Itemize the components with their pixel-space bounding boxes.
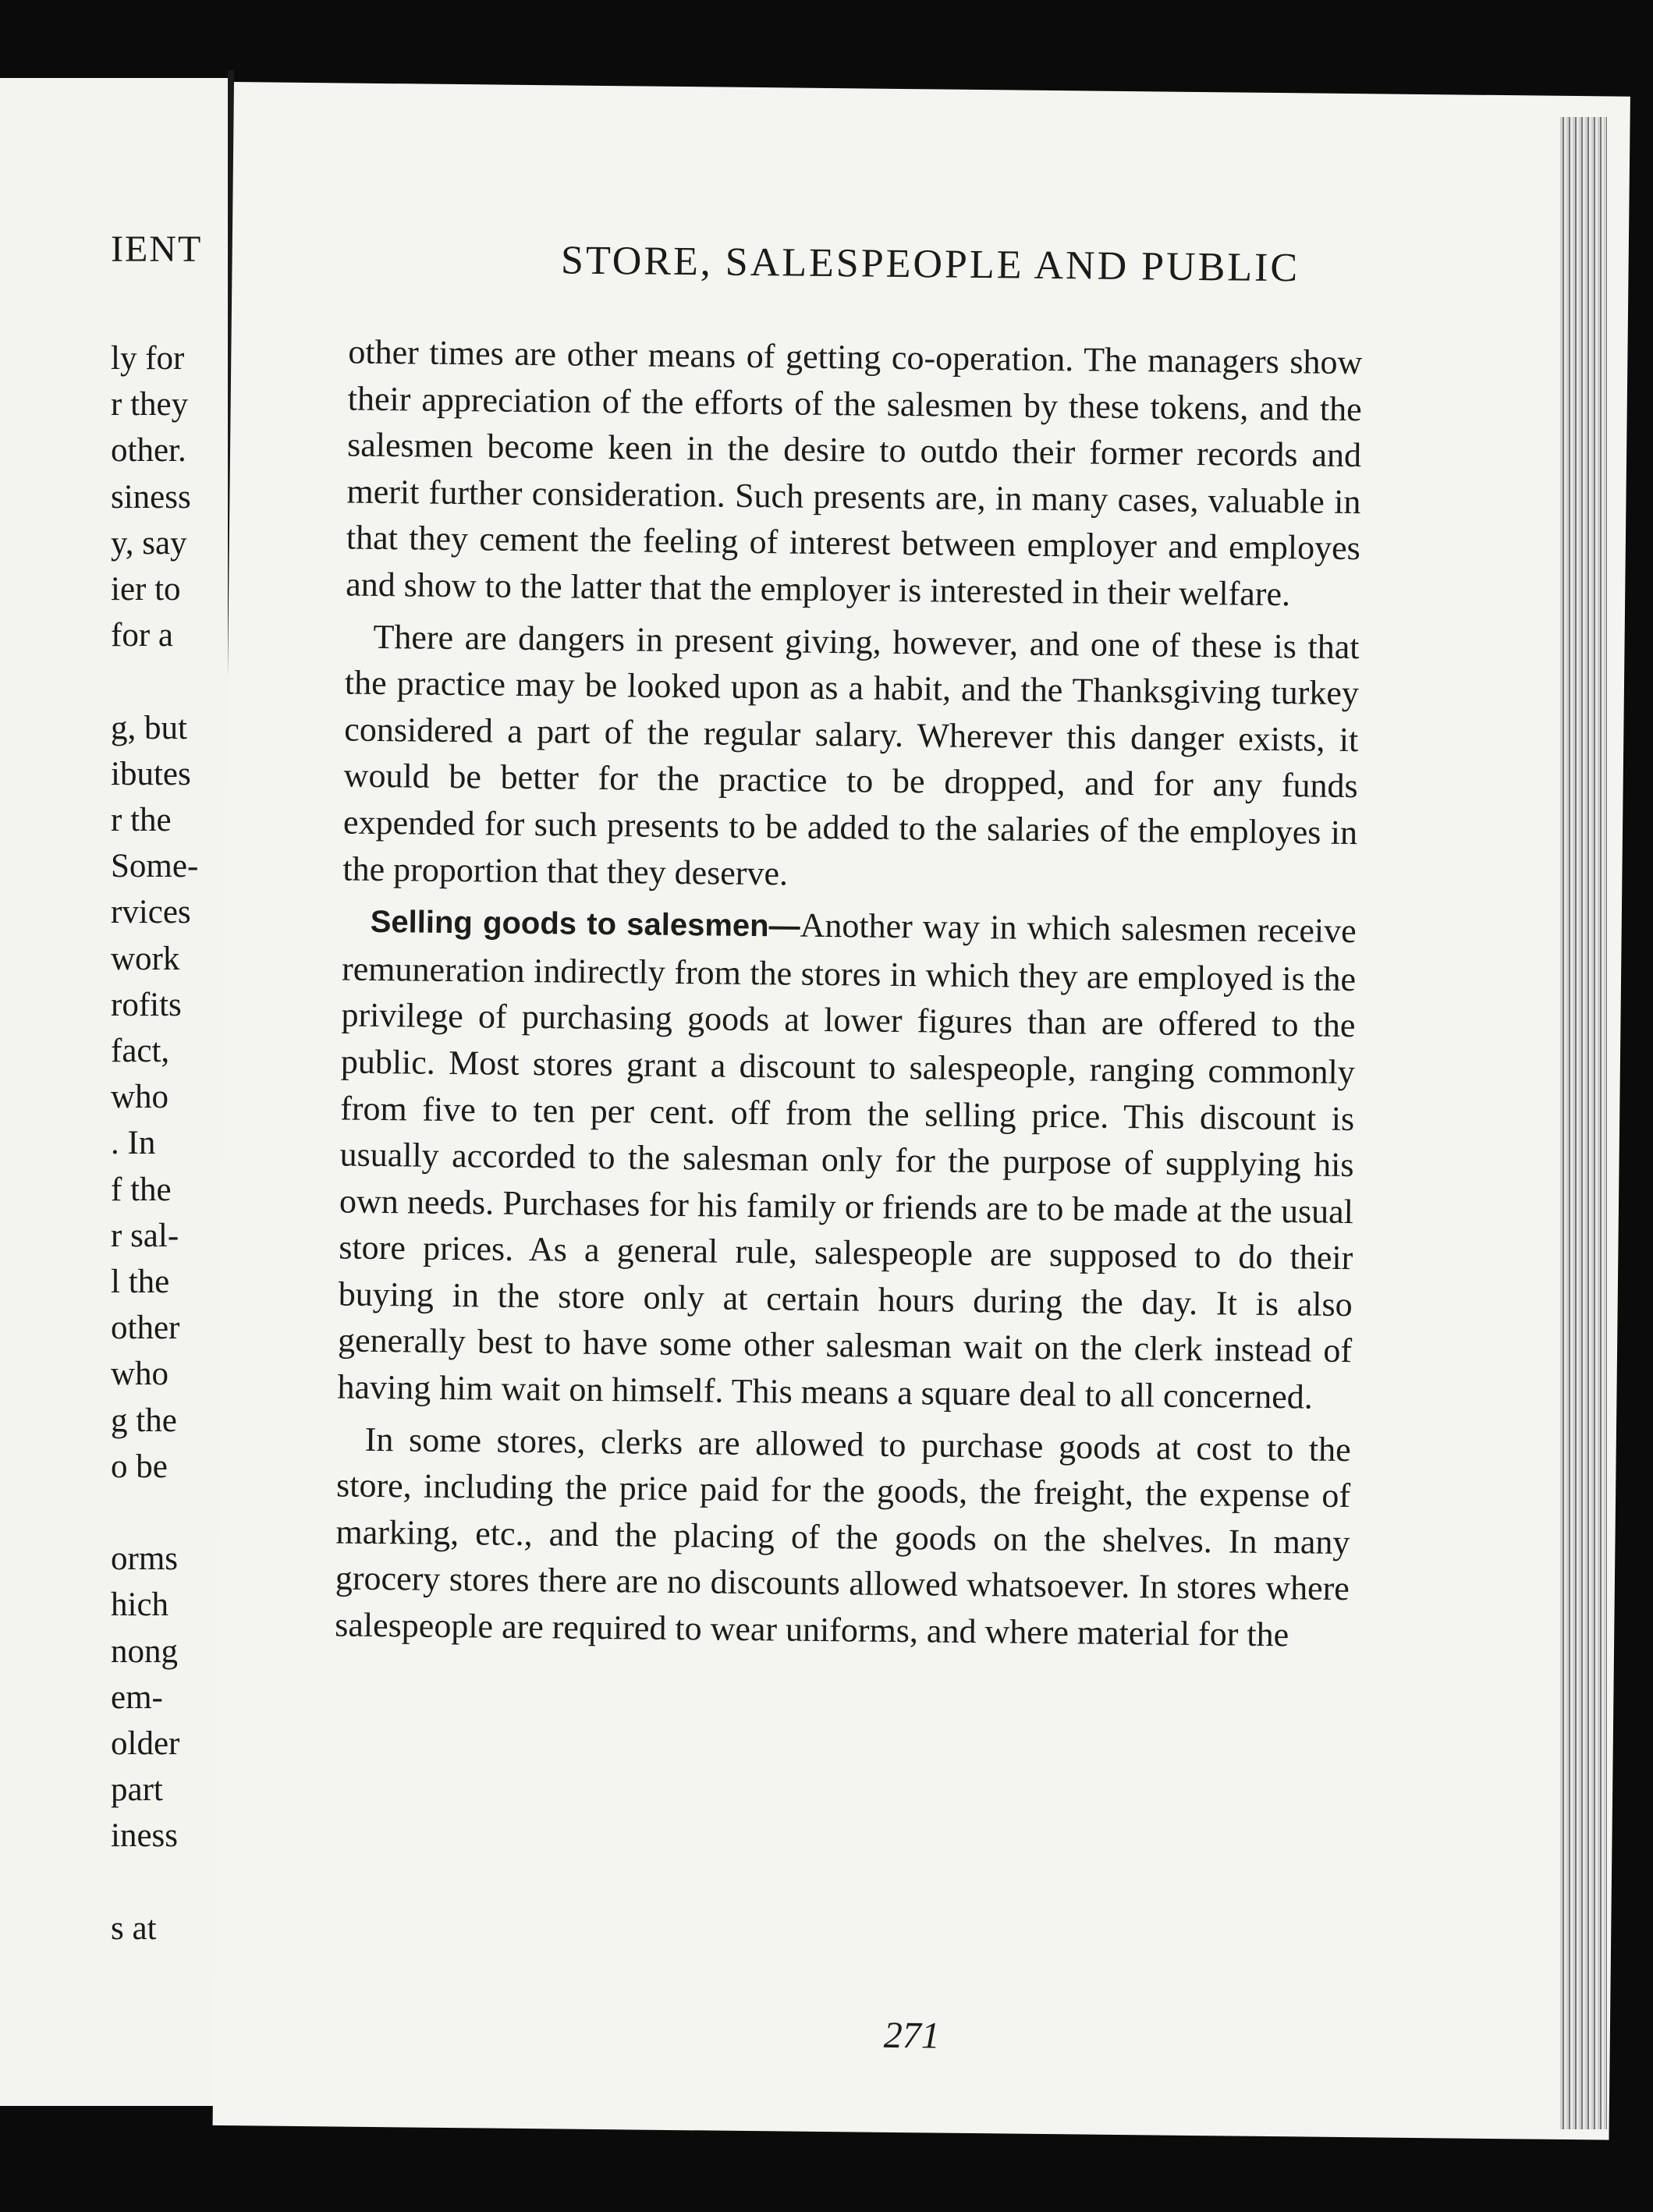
page-edges — [1560, 117, 1607, 2129]
left-page-line: r sal- — [111, 1217, 179, 1254]
left-page-line: g, but — [111, 709, 187, 746]
left-page-line: ly for — [111, 340, 185, 377]
paragraph-3 — [337, 898, 1357, 1421]
left-page-running-head: IENT — [111, 229, 203, 270]
paragraph-2: There are dangers in present giving, however, and one of these is that the practice may be looked upon as a habit, and the Thanksgiving turkey considered a part of the regular salary. Wherever this danger exists, it would be better for the practice to be dropped, and for any funds expended for such presents to be added to the salaries of the employes in the proportion that they deserve. — [342, 617, 1360, 893]
right-page — [213, 82, 1630, 2140]
left-page-line: work — [111, 940, 180, 977]
left-page-line: g the — [111, 1402, 177, 1439]
left-page-line: r they — [111, 386, 189, 424]
left-page-line: hich — [111, 1586, 169, 1624]
section-heading: Selling goods to salesmen— — [370, 905, 800, 944]
left-page-line: other — [111, 1310, 180, 1347]
left-page-line: r the — [111, 802, 172, 838]
left-page-line: ier to — [111, 571, 181, 608]
running-head: STORE, SALESPEOPLE AND PUBLIC — [560, 238, 1300, 291]
left-page-line: nong — [111, 1632, 178, 1670]
left-page-line: l the — [111, 1264, 170, 1300]
page-number: 271 — [883, 2014, 941, 2057]
left-page-line: rvices — [111, 894, 191, 931]
paragraph-1: other times are other means of getting co-operation. The managers show their appreciation of the efforts of the salesmen by these tokens, and the salesmen become keen in the desire to outdo their former records and merit further consideration. Such presents are, in many cases, valuable in that they cement the feeling of interest between employer and employes and show to the latter that the employer is interested in their welfare. — [346, 332, 1363, 614]
left-page-line: Some- — [111, 848, 199, 885]
left-page-line: siness — [111, 478, 191, 516]
left-page-line: orms — [111, 1540, 178, 1578]
paragraph-4: In some stores, clerks are allowed to purchase goods at cost to the store, including the price paid for the goods, the freight, the expense of marking, etc., and the placing of the goods on the shelves. In many grocery stores there are no discounts allowed whatsoever. In stores where salespeople are required to wear uniforms, and where material for the — [335, 1420, 1351, 1654]
left-page-line: who — [111, 1079, 169, 1116]
left-page-line: fact, — [111, 1033, 170, 1069]
left-page-line: . In — [111, 1125, 156, 1162]
left-page-line: y, say — [111, 524, 187, 562]
left-page-line: who — [111, 1356, 169, 1393]
section-text: Another way in which salesmen receive remuneration indirectly from the stores in which they are employed is the privilege of purchasing goods at lower figures than are offered to the public. Most stores grant a discount to salespeople, ranging commonly from five to ten per cent. off from the selling price. This discount is usually accorded to the salesman only for the purpose of supplying his own needs. Purchases for his family or friends are to be made at the usual store prices. As a general rule, salespeople are supposed to do their buying in the store only at certain hours during the day. It is also generally best to have some other salesman wait on the clerk instead of having him wait on himself. This means a square deal to all concerned. — [337, 906, 1357, 1416]
left-page-line: for a — [111, 617, 173, 654]
left-page-line: em- — [111, 1678, 163, 1716]
left-page-line: o be — [111, 1448, 168, 1485]
left-page — [0, 78, 228, 2106]
body-text — [335, 329, 1363, 1659]
left-page-line: iness — [111, 1817, 178, 1855]
left-page-line: part — [111, 1771, 163, 1809]
left-page-line: other. — [111, 432, 186, 470]
left-page-line: rofits — [111, 986, 182, 1023]
left-page-line: ibutes — [111, 755, 191, 792]
left-page-line: f the — [111, 1171, 172, 1208]
left-page-line: s at — [111, 1909, 157, 1947]
left-page-line: older — [111, 1725, 180, 1762]
